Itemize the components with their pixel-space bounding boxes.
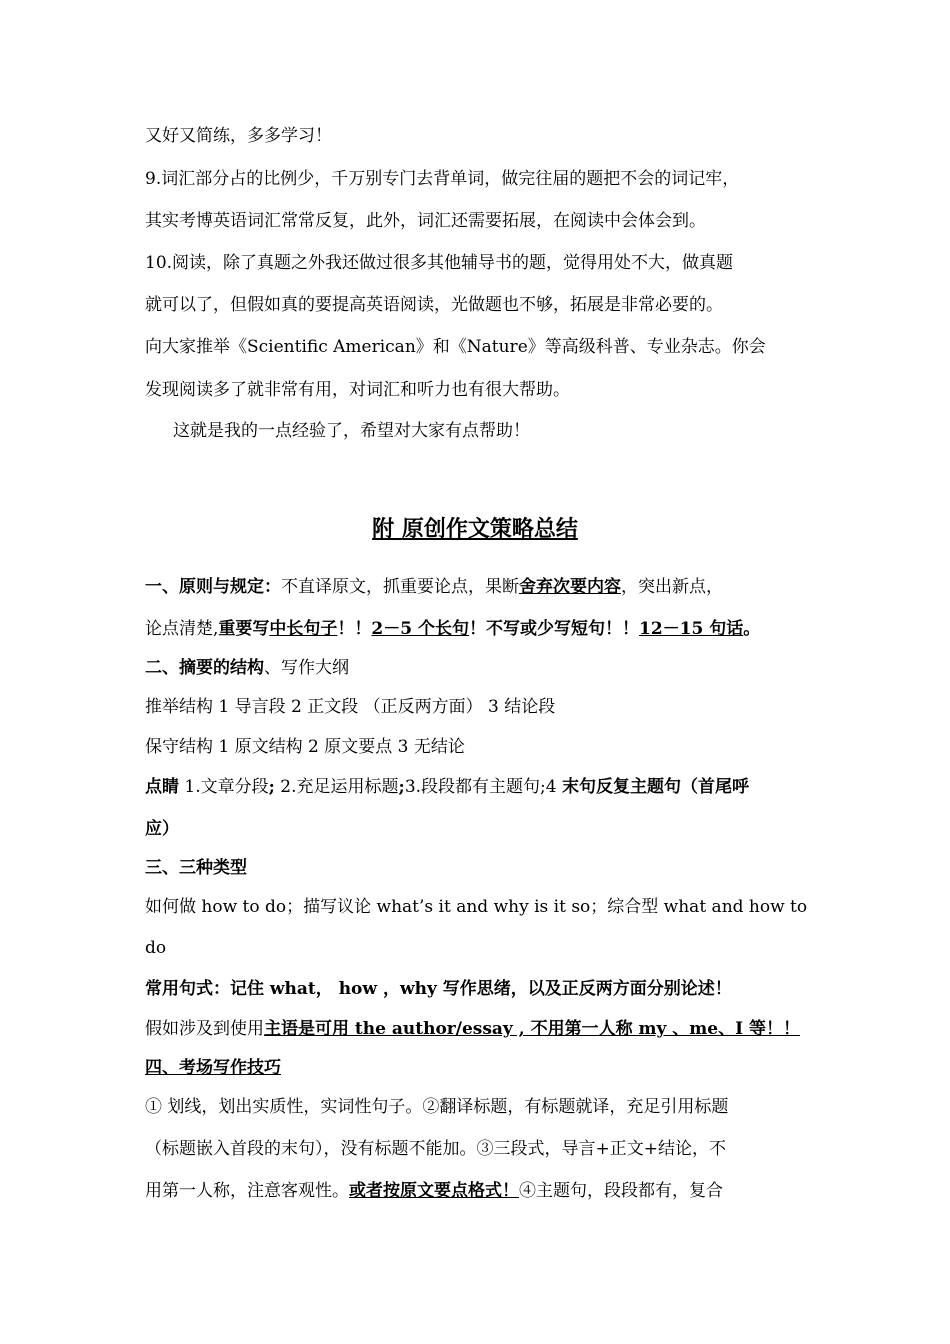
paragraph-line: 向大家推举《Scientific American》和《Nature》等高级科普、专业杂志。你会 xyxy=(145,337,766,357)
section-4-heading: 四、考场写作技巧 xyxy=(145,1058,281,1078)
emphasis-text: 重要写 xyxy=(218,619,270,639)
emphasis-text: ！！ xyxy=(337,619,372,639)
tips-line-2: （标题嵌入首段的末句），没有标题不能加。③三段式，导言+正文+结论，不 xyxy=(145,1139,726,1159)
emphasis-text: 中长句子 xyxy=(269,619,338,639)
text-run: 论点清楚, xyxy=(145,619,219,639)
structure-recommended: 推举结构 1 导言段 2 正文段 （正反两方面） 3 结论段 xyxy=(145,697,556,717)
text-run: ，突出新点， xyxy=(621,577,723,597)
emphasis-text: 或者按原文要点格式！ xyxy=(349,1181,519,1201)
emphasis-text: 2－5 个长句 xyxy=(371,619,469,639)
tips-line-3 xyxy=(145,1178,825,1204)
text-run: 1.文章分段 xyxy=(179,777,269,797)
text-run: 2.充足运用标题 xyxy=(274,777,399,797)
text-run: ④主题句，段段都有，复合 xyxy=(519,1181,723,1201)
paragraph-line: 10.阅读，除了真题之外我还做过很多其他辅导书的题，觉得用处不大，做真题 xyxy=(145,253,734,273)
text-run: 假如涉及到使用 xyxy=(145,1019,264,1039)
text-run: 用第一人称，注意客观性。 xyxy=(145,1181,349,1201)
emphasis-text: 12－15 句话 xyxy=(638,619,744,639)
section-2-heading: 二、摘要的结构 xyxy=(145,658,264,678)
paragraph-line: 又好又简练，多多学习！ xyxy=(145,126,332,146)
section-3-heading: 三、三种类型 xyxy=(145,858,247,878)
emphasis-text: 舍弃次要内容 xyxy=(519,577,621,597)
common-sentences: 常用句式：记住 what， how ，why 写作思绪，以及正反两方面分别论述！ xyxy=(145,979,732,999)
tips-line-1: ① 划线，划出实质性，实词性句子。②翻译标题，有标题就译，充足引用标题 xyxy=(145,1097,729,1117)
text-run: ; xyxy=(268,777,275,797)
subject-note xyxy=(145,1016,825,1042)
appendix-title: 附 原创作文策略总结 xyxy=(372,516,578,542)
paragraph-line: 就可以了，但假如真的要提高英语阅读，光做题也不够，拓展是非常必要的。 xyxy=(145,295,723,315)
paragraph-line: 其实考博英语词汇常常反复，此外，词汇还需要拓展，在阅读中会体会到。 xyxy=(145,211,706,231)
section-1-heading: 一、原则与规定： xyxy=(145,577,281,597)
structure-conservative: 保守结构 1 原文结构 2 原文要点 3 无结论 xyxy=(145,737,465,757)
emphasis-text: 主语是可用 the author/essay , 不用第一人称 my 、me、I 等！！ xyxy=(264,1019,800,1039)
paragraph-line: 发现阅读多了就非常有用，对词汇和听力也有很大帮助。 xyxy=(145,380,570,400)
section-2-heading-line xyxy=(145,655,825,681)
text-run: 3.段段都有主题句;4 xyxy=(404,777,562,797)
text-run: 、写作大纲 xyxy=(264,658,349,678)
emphasis-text: ！不写或少写短句！！ xyxy=(468,619,639,639)
paragraph-line: 9.词汇部分占的比例少，千万别专门去背单词，做完往届的题把不会的词记牢， xyxy=(145,169,740,189)
section-1-line-2 xyxy=(145,616,825,642)
text-run: 不直译原文，抓重要论点，果断 xyxy=(281,577,519,597)
types-line-1: 如何做 how to do；描写议论 what’s it and why is it so；综合型 what and how to xyxy=(145,897,808,917)
emphasis-text: 。 xyxy=(743,619,761,639)
highlight-line-2: 应） xyxy=(145,819,179,839)
text-run: ; xyxy=(398,777,405,797)
emphasis-text: 末句反复主题句（首尾呼 xyxy=(561,777,749,797)
closing-line: 这就是我的一点经验了，希望对大家有点帮助！ xyxy=(173,421,530,441)
types-line-2: do xyxy=(145,938,167,958)
section-1-line-1 xyxy=(145,574,825,600)
emphasis-text: 点睛 xyxy=(145,777,179,797)
highlight-line-1 xyxy=(145,774,825,800)
